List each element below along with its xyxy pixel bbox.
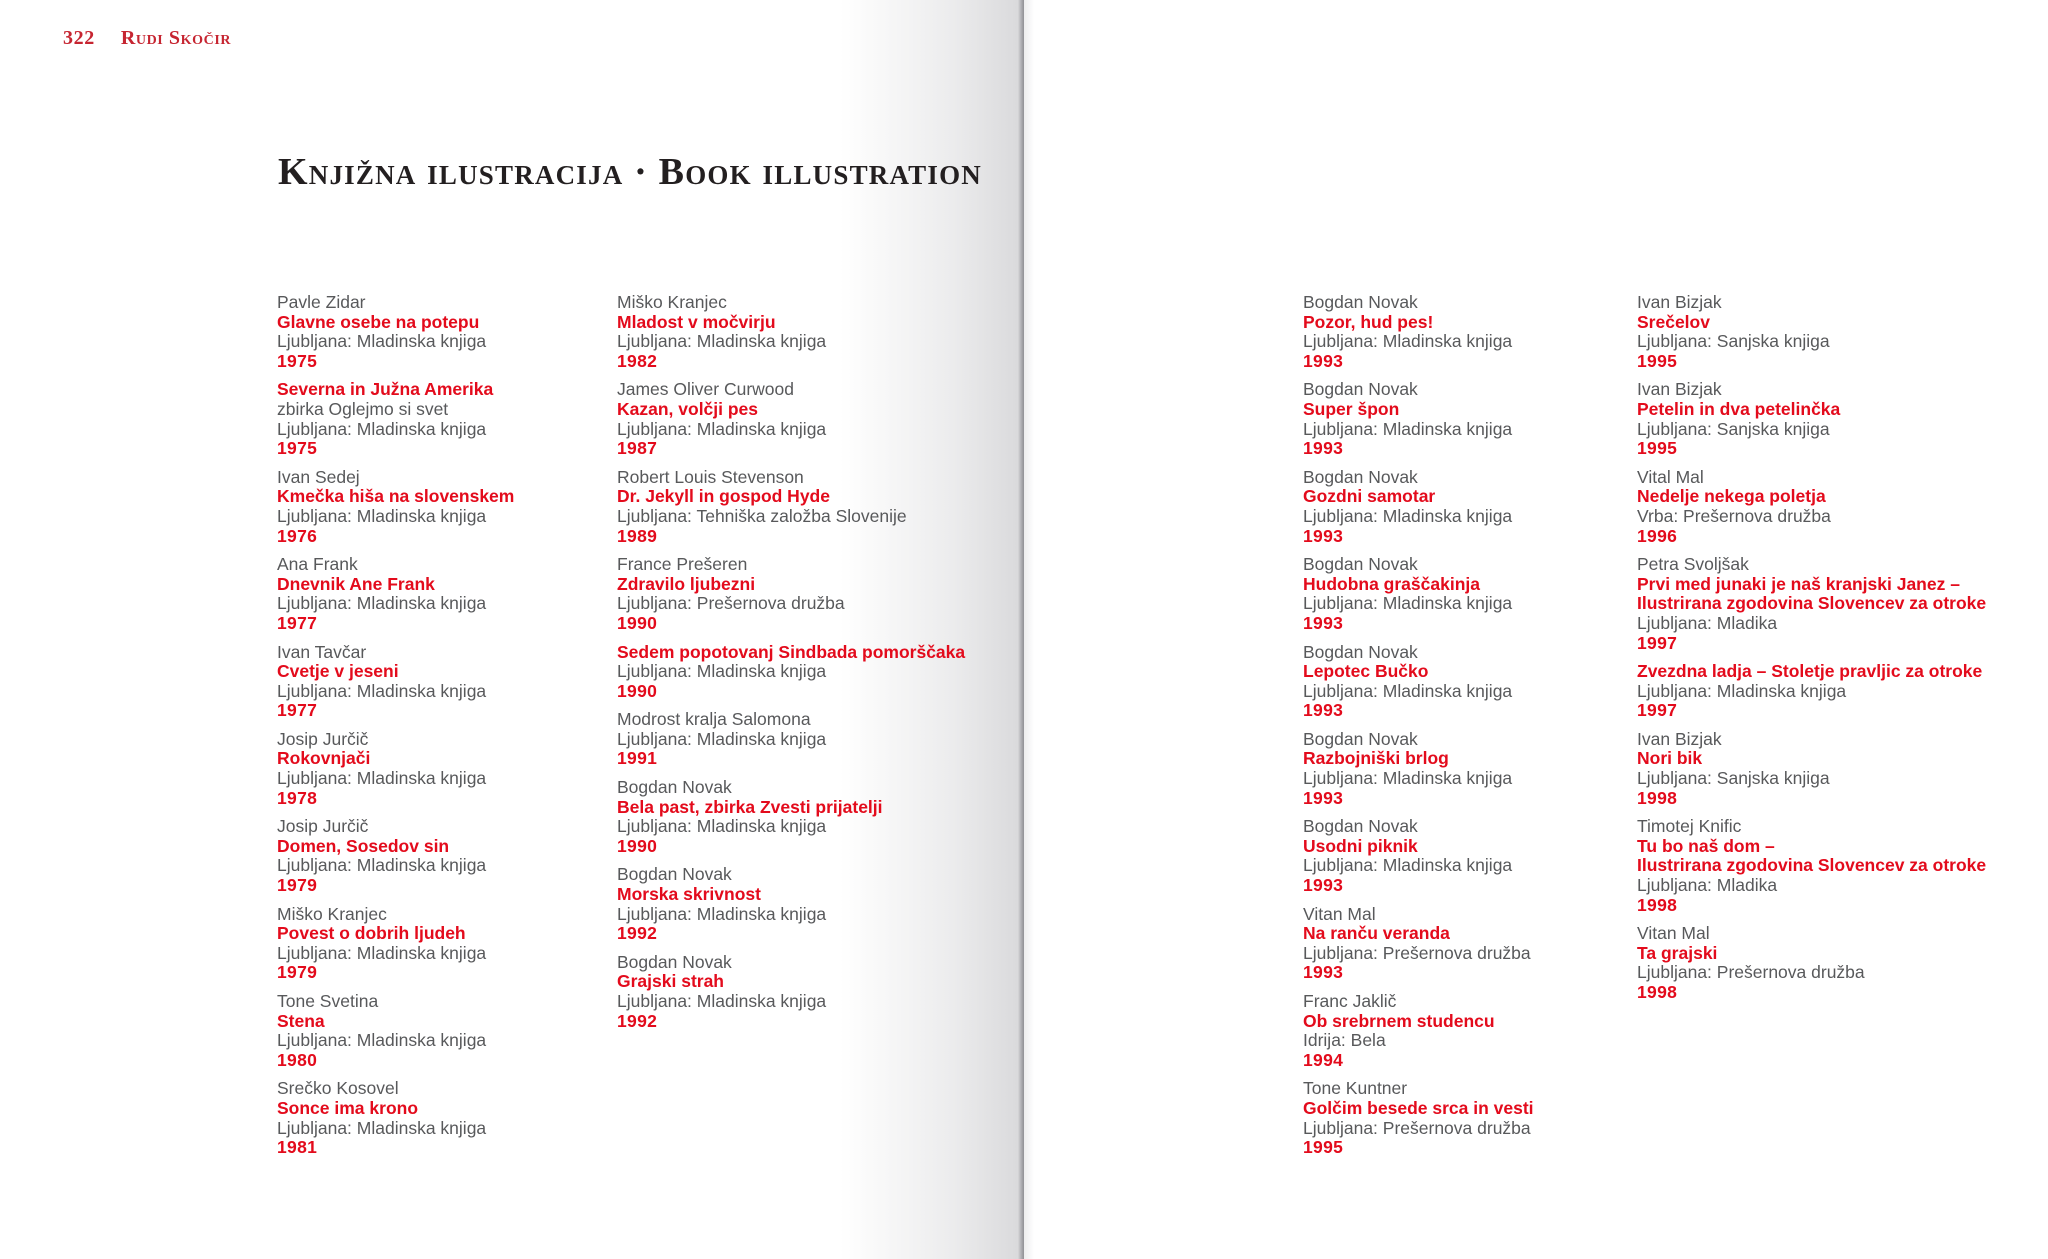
entry-line-title: Morska skrivnost (617, 884, 761, 905)
entry-line-title: Stena (277, 1010, 325, 1031)
entry-line-title: Ta grajski (1637, 942, 1718, 963)
entry-line-author: Ivan Bizjak (1637, 728, 1722, 749)
entry-line-title: Cvetje v jeseni (277, 661, 399, 682)
entry-line-title: Dnevnik Ane Frank (277, 573, 435, 594)
entry (1303, 380, 1633, 458)
entry-line-year: 1992 (617, 1010, 658, 1031)
entry-line-author: James Oliver Curwood (617, 379, 794, 400)
entry-line-info: Ljubljana: Mladika (1637, 612, 1778, 633)
entry-line-year: 1979 (277, 875, 318, 896)
entry-line-title: Kmečka hiša na slovenskem (277, 486, 515, 507)
running-head (63, 27, 231, 50)
entry-line-title: Gozdni samotar (1303, 486, 1436, 507)
entry (1303, 468, 1633, 546)
entry-line-info: Ljubljana: Mladinska knjiga (1303, 505, 1513, 526)
entry-line-author: Bogdan Novak (1303, 292, 1418, 312)
entry (1303, 293, 1633, 371)
entry (277, 643, 607, 721)
entry (277, 730, 607, 808)
entry-line-year: 1993 (1303, 612, 1344, 633)
entry (1303, 555, 1633, 633)
entry-line-year: 1998 (1637, 894, 1678, 915)
entry-line-title: Domen, Sosedov sin (277, 835, 450, 856)
entry-line-info: Ljubljana: Mladinska knjiga (617, 661, 827, 682)
entry (1637, 293, 1967, 371)
entry (617, 641, 966, 702)
entry-line-author: Josip Jurčič (277, 816, 369, 837)
entry-line-year: 1976 (277, 525, 318, 546)
entry (1637, 924, 1967, 1002)
entry-line-info: Ljubljana: Mladinska knjiga (277, 855, 487, 876)
entry-line-info: Ljubljana: Mladinska knjiga (617, 728, 827, 749)
entry-line-title: Sedem popotovanj Sindbada pomorščaka (617, 641, 966, 662)
entry-line-title: Mladost v močvirju (617, 311, 776, 332)
entry-line-info: Ljubljana: Mladinska knjiga (1303, 593, 1513, 614)
entry-line-title: Grajski strah (617, 971, 724, 992)
entry (617, 865, 947, 943)
entry-line-year: 1992 (617, 923, 658, 944)
entry-line-title: Super špon (1303, 398, 1400, 419)
entry-line-year: 1993 (1303, 438, 1344, 459)
entry-line-info: Ljubljana: Mladinska knjiga (1637, 680, 1847, 701)
entry-line-info: Ljubljana: Mladinska knjiga (1303, 418, 1513, 439)
entry-line-author: Pavle Zidar (277, 292, 366, 312)
entry-line-year: 1981 (277, 1137, 318, 1158)
entry-line-author: Bogdan Novak (617, 864, 732, 885)
entry-line-title: Glavne osebe na potepu (277, 311, 480, 332)
entry-line-author: Vital Mal (1637, 466, 1704, 487)
entry (277, 992, 607, 1070)
entry-line-author: Robert Louis Stevenson (617, 466, 804, 487)
entry-line-title: Rokovnjači (277, 748, 371, 769)
entry-line-year: 1994 (1303, 1049, 1344, 1070)
entry (1637, 468, 1967, 546)
entry-line-author: Ivan Bizjak (1637, 292, 1722, 312)
entry-line-year: 1993 (1303, 700, 1344, 721)
entry-line-info: Ljubljana: Mladinska knjiga (277, 942, 487, 963)
entry-line-info: Ljubljana: Prešernova družba (1303, 942, 1531, 963)
entry-line-info: Vrba: Prešernova družba (1637, 505, 1831, 526)
entry-line-year: 1979 (277, 962, 318, 983)
entry-line-year: 1991 (617, 748, 658, 769)
entry-line-info: Ljubljana: Mladinska knjiga (1303, 680, 1513, 701)
entry-line-info: Ljubljana: Sanjska knjiga (1637, 418, 1830, 439)
entry-line-info: Ljubljana: Mladinska knjiga (277, 1030, 487, 1051)
entry-line-info: Ljubljana: Mladinska knjiga (617, 816, 827, 837)
entry-line-title: Sonce ima krono (277, 1097, 419, 1118)
entry (1637, 554, 1987, 653)
entry-line-author: Bogdan Novak (1303, 466, 1418, 487)
entry-line-author: Franc Jaklič (1303, 991, 1397, 1011)
entry-line-title: Golčim besede srca in vesti (1303, 1097, 1534, 1118)
entry-line-year: 1977 (277, 700, 318, 721)
entry (277, 380, 607, 458)
entry-line-title: Zdravilo ljubezni (617, 573, 756, 594)
page-number: 322 (63, 27, 95, 49)
entry-line-author: Timotej Knific (1637, 816, 1742, 837)
entry (617, 380, 947, 458)
entry-line-info: Ljubljana: Mladinska knjiga (277, 1117, 487, 1138)
entry-line-title: Bela past, zbirka Zvesti prijatelji (617, 796, 883, 817)
entry-line-info: Ljubljana: Mladinska knjiga (277, 331, 487, 352)
entry-line-title: Severna in Južna Amerika (277, 379, 494, 400)
entry-line-title: Povest o dobrih ljudeh (277, 923, 466, 944)
entry-line-title: Nedelje nekega poletja (1637, 486, 1826, 507)
entry (617, 468, 947, 546)
entry-line-info: Ljubljana: Mladinska knjiga (1303, 331, 1513, 352)
entry-line-info: Ljubljana: Mladinska knjiga (617, 331, 827, 352)
entry-line-info: Ljubljana: Sanjska knjiga (1637, 331, 1830, 352)
entry-line-info: Ljubljana: Prešernova družba (1637, 962, 1865, 983)
entry-line-author: Ivan Tavčar (277, 641, 367, 662)
entry-line-author: Srečko Kosovel (277, 1078, 399, 1099)
entry-line-author: Bogdan Novak (1303, 728, 1418, 749)
entry-line-year: 1993 (1303, 787, 1344, 808)
entry-line-year: 1993 (1303, 875, 1344, 896)
entry-line-title: Razbojniški brlog (1303, 748, 1449, 769)
entry-line-title: Petelin in dva petelinčka (1637, 398, 1841, 419)
entry (1637, 816, 1987, 915)
entry-line-title: Tu bo naš dom – (1637, 835, 1775, 856)
entry-line-author: Bogdan Novak (1303, 554, 1418, 575)
entry-line-info: Ljubljana: Sanjska knjiga (1637, 768, 1830, 789)
entry (1637, 661, 1983, 721)
entry-line-title: Usodni piknik (1303, 835, 1418, 856)
entry-line-title: Kazan, volčji pes (617, 398, 759, 419)
entry-line-year: 1993 (1303, 962, 1344, 983)
entry (277, 817, 607, 895)
entry-line-info: Idrija: Bela (1303, 1030, 1386, 1051)
entry (1303, 905, 1633, 983)
entry-line-info: Ljubljana: Prešernova družba (1303, 1117, 1531, 1138)
artist-name: Rudi Skočir (120, 27, 232, 49)
entry-line-title: Nori bik (1637, 748, 1703, 769)
entry (617, 953, 947, 1031)
entry-line-author: Ana Frank (277, 554, 358, 575)
entry-line-info: Ljubljana: Mladinska knjiga (1303, 855, 1513, 876)
entry-column (277, 293, 607, 1167)
entry-line-title: Lepotec Bučko (1303, 661, 1429, 682)
entry-line-author: Bogdan Novak (617, 777, 732, 798)
entry-line-author: Tone Kuntner (1303, 1078, 1408, 1099)
entry-line-year: 1990 (617, 680, 658, 701)
entry-line-title: Na ranču veranda (1303, 923, 1450, 944)
entry-line-info: Ljubljana: Prešernova družba (617, 593, 845, 614)
entry-column (1303, 293, 1633, 1167)
entry-line-info: Ljubljana: Mladinska knjiga (277, 418, 487, 439)
entry-line-year: 1995 (1637, 438, 1678, 459)
entry (1303, 992, 1633, 1070)
entry-line-year: 1998 (1637, 787, 1678, 808)
entry-line-author: Bogdan Novak (1303, 816, 1418, 837)
entry-line-info: Ljubljana: Mladinska knjiga (617, 418, 827, 439)
entry-line-author: Miško Kranjec (277, 903, 387, 924)
entry-line-author: Bogdan Novak (617, 951, 732, 972)
entry-line-info: Ljubljana: Mladinska knjiga (277, 768, 487, 789)
entry (617, 778, 947, 856)
entry-line-title: Prvi med junaki je naš kranjski Janez – (1637, 573, 1960, 594)
entry-column (617, 292, 966, 1040)
entry-line-year: 1995 (1637, 350, 1678, 371)
entry-line-year: 1975 (277, 438, 318, 459)
entry-line-title: Ilustrirana zgodovina Slovencev za otroke (1637, 855, 1987, 876)
entry-line-year: 1978 (277, 787, 318, 808)
entry-line-year: 1989 (617, 525, 658, 546)
entry-line-author: Vitan Mal (1303, 903, 1376, 924)
entry-line-year: 1995 (1303, 1137, 1344, 1158)
entry-line-author: Petra Svoljšak (1637, 554, 1749, 575)
entry (617, 293, 947, 371)
entry-line-info: Ljubljana: Mladika (1637, 875, 1778, 896)
entry-line-year: 1975 (277, 350, 318, 371)
entry-line-year: 1997 (1637, 632, 1678, 653)
entry (277, 905, 607, 983)
entry-line-author: Ivan Bizjak (1637, 379, 1722, 400)
entry-line-year: 1990 (617, 835, 658, 856)
section-title: Knjižna ilustracija · Book illustration (278, 151, 982, 193)
entry-line-year: 1997 (1637, 700, 1678, 721)
entry (277, 468, 607, 546)
entry (1303, 643, 1633, 721)
entry-line-title: Ob srebrnem studencu (1303, 1010, 1495, 1031)
entry-line-info: Ljubljana: Mladinska knjiga (617, 991, 827, 1011)
entry (617, 555, 947, 633)
entry (1637, 380, 1967, 458)
entry-line-title: Pozor, hud pes! (1303, 311, 1434, 332)
entry-line-author: Tone Svetina (277, 991, 379, 1011)
entry (1637, 730, 1967, 808)
entry-line-year: 1980 (277, 1049, 318, 1070)
entry-line-info: zbirka Oglejmo si svet (277, 398, 449, 419)
entry (277, 555, 607, 633)
entry-line-info: Ljubljana: Mladinska knjiga (617, 903, 827, 924)
entry-line-info: Ljubljana: Mladinska knjiga (277, 593, 487, 614)
entry (277, 1079, 607, 1157)
entry-line-info: Modrost kralja Salomona (617, 709, 811, 730)
entry-line-author: Vitan Mal (1637, 923, 1710, 944)
entry-line-year: 1982 (617, 350, 658, 371)
entry-line-year: 1977 (277, 612, 318, 633)
entry-line-author: Josip Jurčič (277, 728, 369, 749)
entry-line-year: 1987 (617, 438, 658, 459)
entry-line-author: Bogdan Novak (1303, 379, 1418, 400)
entry-line-year: 1990 (617, 612, 658, 633)
entry-line-year: 1996 (1637, 525, 1678, 546)
entry-line-year: 1993 (1303, 525, 1344, 546)
entry-line-author: France Prešeren (617, 554, 748, 575)
entry-line-title: Ilustrirana zgodovina Slovencev za otroke (1637, 593, 1987, 614)
entry-line-info: Ljubljana: Mladinska knjiga (277, 680, 487, 701)
entry-line-title: Srečelov (1637, 311, 1710, 332)
entry-line-author: Bogdan Novak (1303, 641, 1418, 662)
entry (617, 710, 947, 769)
entry-line-info: Ljubljana: Mladinska knjiga (1303, 768, 1513, 789)
entry (277, 293, 607, 371)
entry-line-info: Ljubljana: Mladinska knjiga (277, 505, 487, 526)
entry-column (1637, 292, 1987, 1012)
entry-line-title: Hudobna graščakinja (1303, 573, 1480, 594)
entry-line-author: Miško Kranjec (617, 292, 727, 312)
entry-line-title: Dr. Jekyll in gospod Hyde (617, 486, 830, 507)
entry-line-title: Zvezdna ladja – Stoletje pravljic za otroke (1637, 661, 1983, 682)
entry-line-author: Ivan Sedej (277, 466, 360, 487)
entry-line-year: 1998 (1637, 982, 1678, 1002)
entry (1303, 730, 1633, 808)
entry-line-info: Ljubljana: Tehniška založba Slovenije (617, 505, 907, 526)
entry (1303, 817, 1633, 895)
entry (1303, 1079, 1633, 1157)
entry-line-year: 1993 (1303, 350, 1344, 371)
